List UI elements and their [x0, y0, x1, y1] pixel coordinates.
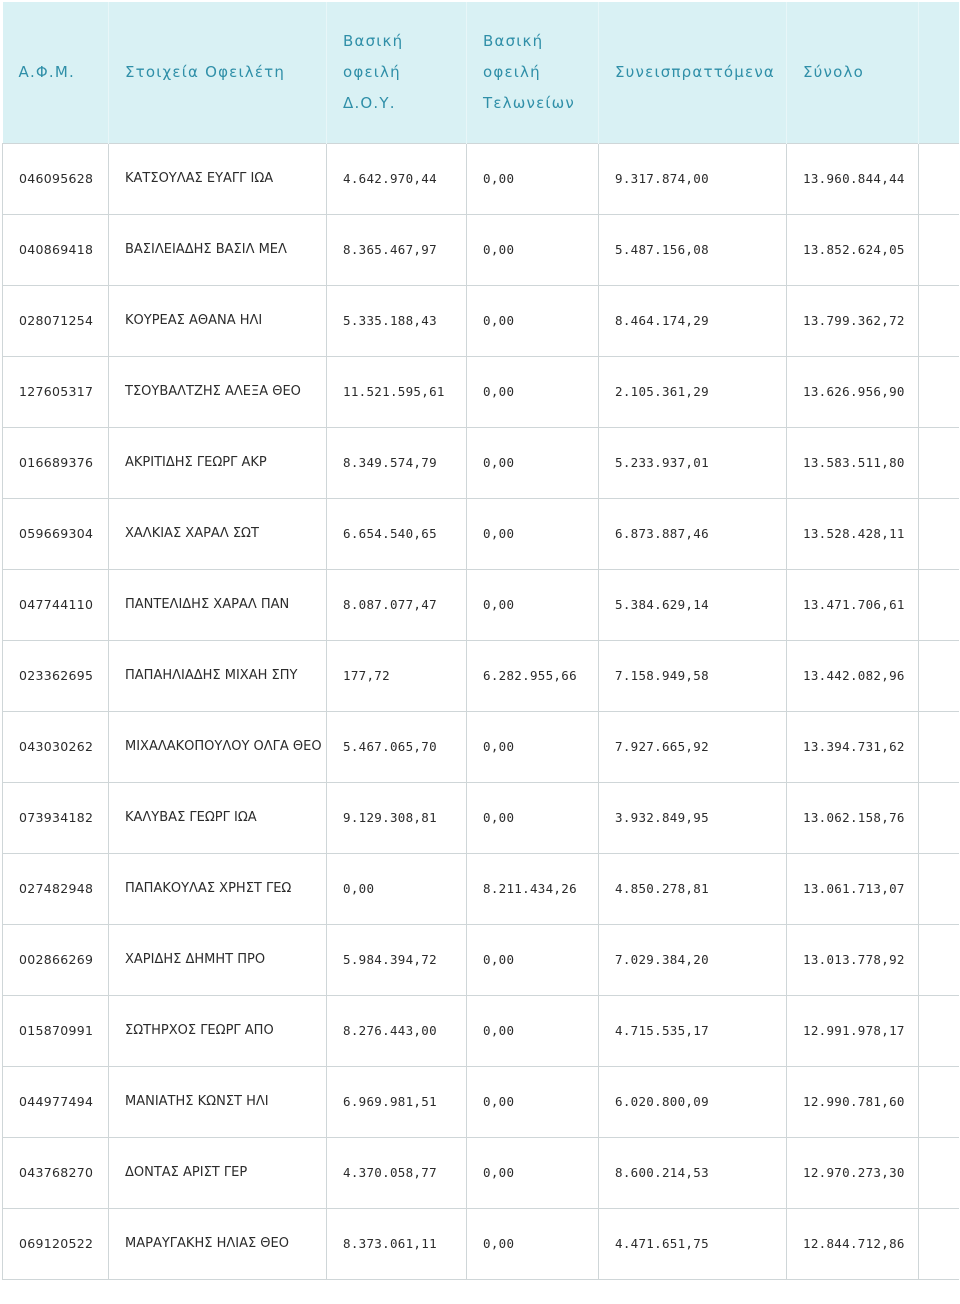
- cell-doy-debt: 11.521.595,61: [327, 357, 467, 428]
- table-row: [3, 1067, 959, 1138]
- cell-total: 13.799.362,72: [787, 286, 919, 357]
- cell-debtor-name: ΚΑΛΥΒΑΣ ΓΕΩΡΓ ΙΩΑ: [109, 783, 327, 854]
- cell-total: 13.626.956,90: [787, 357, 919, 428]
- cell-total: 13.852.624,05: [787, 215, 919, 286]
- table-row: [3, 144, 959, 215]
- cell-doy-debt: 4.370.058,77: [327, 1138, 467, 1209]
- cell-collected: 3.932.849,95: [599, 783, 787, 854]
- table-row: [3, 854, 959, 925]
- cell-total: 13.528.428,11: [787, 499, 919, 570]
- cell-customs-debt: 0,00: [467, 286, 599, 357]
- table-row: [3, 428, 959, 499]
- table-row: [3, 215, 959, 286]
- cell-debtor-name: ΔΟΝΤΑΣ ΑΡΙΣΤ ΓΕΡ: [109, 1138, 327, 1209]
- table-header: [3, 2, 959, 144]
- cell-total: 12.844.712,86: [787, 1209, 919, 1280]
- table-row: [3, 925, 959, 996]
- cell-debtor-name: ΣΩΤΗΡΧΟΣ ΓΕΩΡΓ ΑΠΟ: [109, 996, 327, 1067]
- cell-collected: 7.927.665,92: [599, 712, 787, 783]
- header-customs-line-2: οφειλή: [483, 63, 541, 81]
- cell-debtor-name: ΜΙΧΑΛΑΚΟΠΟΥΛΟΥ ΟΛΓΑ ΘΕΟ: [109, 712, 327, 783]
- cell-collected: 9.317.874,00: [599, 144, 787, 215]
- cell-collected: 2.105.361,29: [599, 357, 787, 428]
- cell-spacer: [919, 570, 959, 641]
- cell-spacer: [919, 357, 959, 428]
- cell-doy-debt: 8.276.443,00: [327, 996, 467, 1067]
- cell-spacer: [919, 1067, 959, 1138]
- cell-doy-debt: 8.365.467,97: [327, 215, 467, 286]
- cell-total: 13.471.706,61: [787, 570, 919, 641]
- cell-collected: 4.715.535,17: [599, 996, 787, 1067]
- debtors-table-page: [2, 2, 958, 1302]
- cell-debtor-name: ΜΑΝΙΑΤΗΣ ΚΩΝΣΤ ΗΛΙ: [109, 1067, 327, 1138]
- cell-spacer: [919, 499, 959, 570]
- cell-collected: 7.158.949,58: [599, 641, 787, 712]
- cell-doy-debt: 5.984.394,72: [327, 925, 467, 996]
- cell-spacer: [919, 144, 959, 215]
- cell-collected: 4.850.278,81: [599, 854, 787, 925]
- cell-total: 13.442.082,96: [787, 641, 919, 712]
- cell-customs-debt: 0,00: [467, 783, 599, 854]
- cell-customs-debt: 0,00: [467, 499, 599, 570]
- cell-afm: 069120522: [3, 1209, 109, 1280]
- cell-customs-debt: 0,00: [467, 215, 599, 286]
- cell-total: 12.990.781,60: [787, 1067, 919, 1138]
- cell-debtor-name: ΚΟΥΡΕΑΣ ΑΘΑΝΑ ΗΛΙ: [109, 286, 327, 357]
- cell-afm: 046095628: [3, 144, 109, 215]
- cell-total: 13.583.511,80: [787, 428, 919, 499]
- cell-spacer: [919, 925, 959, 996]
- debtors-table: [2, 2, 959, 1280]
- cell-collected: 6.020.800,09: [599, 1067, 787, 1138]
- cell-spacer: [919, 1138, 959, 1209]
- cell-doy-debt: 8.349.574,79: [327, 428, 467, 499]
- cell-debtor-name: ΑΚΡΙΤΙΔΗΣ ΓΕΩΡΓ ΑΚΡ: [109, 428, 327, 499]
- cell-collected: 8.464.174,29: [599, 286, 787, 357]
- cell-afm: 043768270: [3, 1138, 109, 1209]
- cell-doy-debt: 177,72: [327, 641, 467, 712]
- header-debtor-details: Στοιχεία Οφειλέτη: [109, 2, 327, 144]
- cell-afm: 015870991: [3, 996, 109, 1067]
- cell-spacer: [919, 641, 959, 712]
- header-doy-line-3: Δ.Ο.Υ.: [343, 94, 396, 112]
- cell-spacer: [919, 712, 959, 783]
- cell-doy-debt: 6.654.540,65: [327, 499, 467, 570]
- cell-spacer: [919, 428, 959, 499]
- cell-debtor-name: ΒΑΣΙΛΕΙΑΔΗΣ ΒΑΣΙΛ ΜΕΛ: [109, 215, 327, 286]
- cell-collected: 6.873.887,46: [599, 499, 787, 570]
- cell-collected: 5.233.937,01: [599, 428, 787, 499]
- cell-debtor-name: ΠΑΝΤΕΛΙΔΗΣ ΧΑΡΑΛ ΠΑΝ: [109, 570, 327, 641]
- cell-debtor-name: ΚΑΤΣΟΥΛΑΣ ΕΥΑΓΓ ΙΩΑ: [109, 144, 327, 215]
- cell-customs-debt: 0,00: [467, 1138, 599, 1209]
- cell-doy-debt: 5.467.065,70: [327, 712, 467, 783]
- cell-afm: 044977494: [3, 1067, 109, 1138]
- table-row: [3, 712, 959, 783]
- cell-total: 13.013.778,92: [787, 925, 919, 996]
- header-doy-line-2: οφειλή: [343, 63, 401, 81]
- cell-collected: 8.600.214,53: [599, 1138, 787, 1209]
- header-collected: Συνεισπραττόμενα: [599, 2, 787, 144]
- table-row: [3, 641, 959, 712]
- cell-customs-debt: 0,00: [467, 996, 599, 1067]
- cell-afm: 047744110: [3, 570, 109, 641]
- header-customs-line-1: Βασική: [483, 32, 544, 50]
- cell-collected: 7.029.384,20: [599, 925, 787, 996]
- cell-debtor-name: ΧΑΡΙΔΗΣ ΔΗΜΗΤ ΠΡΟ: [109, 925, 327, 996]
- table-row: [3, 1138, 959, 1209]
- header-spacer: [919, 2, 959, 144]
- cell-spacer: [919, 783, 959, 854]
- table-row: [3, 570, 959, 641]
- cell-customs-debt: 0,00: [467, 357, 599, 428]
- cell-customs-debt: 0,00: [467, 1209, 599, 1280]
- cell-afm: 043030262: [3, 712, 109, 783]
- table-row: [3, 1209, 959, 1280]
- cell-afm: 040869418: [3, 215, 109, 286]
- header-total: Σύνολο: [787, 2, 919, 144]
- cell-collected: 4.471.651,75: [599, 1209, 787, 1280]
- header-customs-line-3: Τελωνείων: [483, 94, 576, 112]
- cell-doy-debt: 4.642.970,44: [327, 144, 467, 215]
- cell-doy-debt: 5.335.188,43: [327, 286, 467, 357]
- cell-debtor-name: ΜΑΡΑΥΓΑΚΗΣ ΗΛΙΑΣ ΘΕΟ: [109, 1209, 327, 1280]
- cell-customs-debt: 0,00: [467, 144, 599, 215]
- cell-customs-debt: 0,00: [467, 428, 599, 499]
- table-row: [3, 286, 959, 357]
- cell-total: 13.394.731,62: [787, 712, 919, 783]
- cell-customs-debt: 0,00: [467, 712, 599, 783]
- cell-afm: 023362695: [3, 641, 109, 712]
- cell-customs-debt: 0,00: [467, 1067, 599, 1138]
- cell-collected: 5.487.156,08: [599, 215, 787, 286]
- cell-afm: 059669304: [3, 499, 109, 570]
- cell-debtor-name: ΤΣΟΥΒΑΛΤΖΗΣ ΑΛΕΞΑ ΘΕΟ: [109, 357, 327, 428]
- cell-collected: 5.384.629,14: [599, 570, 787, 641]
- cell-afm: 127605317: [3, 357, 109, 428]
- cell-spacer: [919, 854, 959, 925]
- cell-doy-debt: 8.373.061,11: [327, 1209, 467, 1280]
- cell-customs-debt: 0,00: [467, 570, 599, 641]
- table-row: [3, 783, 959, 854]
- cell-total: 12.991.978,17: [787, 996, 919, 1067]
- cell-total: 12.970.273,30: [787, 1138, 919, 1209]
- cell-afm: 028071254: [3, 286, 109, 357]
- cell-afm: 073934182: [3, 783, 109, 854]
- header-doy-debt: [327, 2, 467, 144]
- cell-customs-debt: 0,00: [467, 925, 599, 996]
- header-doy-line-1: Βασική: [343, 32, 404, 50]
- table-row: [3, 996, 959, 1067]
- cell-spacer: [919, 215, 959, 286]
- cell-doy-debt: 6.969.981,51: [327, 1067, 467, 1138]
- cell-spacer: [919, 996, 959, 1067]
- cell-doy-debt: 0,00: [327, 854, 467, 925]
- cell-total: 13.061.713,07: [787, 854, 919, 925]
- cell-total: 13.062.158,76: [787, 783, 919, 854]
- cell-debtor-name: ΠΑΠΑΗΛΙΑΔΗΣ ΜΙΧΑΗ ΣΠΥ: [109, 641, 327, 712]
- cell-customs-debt: 6.282.955,66: [467, 641, 599, 712]
- cell-total: 13.960.844,44: [787, 144, 919, 215]
- cell-debtor-name: ΧΑΛΚΙΑΣ ΧΑΡΑΛ ΣΩΤ: [109, 499, 327, 570]
- table-row: [3, 499, 959, 570]
- header-afm: Α.Φ.Μ.: [3, 2, 109, 144]
- cell-doy-debt: 9.129.308,81: [327, 783, 467, 854]
- table-row: [3, 357, 959, 428]
- cell-afm: 027482948: [3, 854, 109, 925]
- cell-doy-debt: 8.087.077,47: [327, 570, 467, 641]
- cell-afm: 002866269: [3, 925, 109, 996]
- table-body: [3, 144, 959, 1280]
- cell-debtor-name: ΠΑΠΑΚΟΥΛΑΣ ΧΡΗΣΤ ΓΕΩ: [109, 854, 327, 925]
- header-customs-debt: [467, 2, 599, 144]
- cell-customs-debt: 8.211.434,26: [467, 854, 599, 925]
- cell-spacer: [919, 286, 959, 357]
- cell-afm: 016689376: [3, 428, 109, 499]
- cell-spacer: [919, 1209, 959, 1280]
